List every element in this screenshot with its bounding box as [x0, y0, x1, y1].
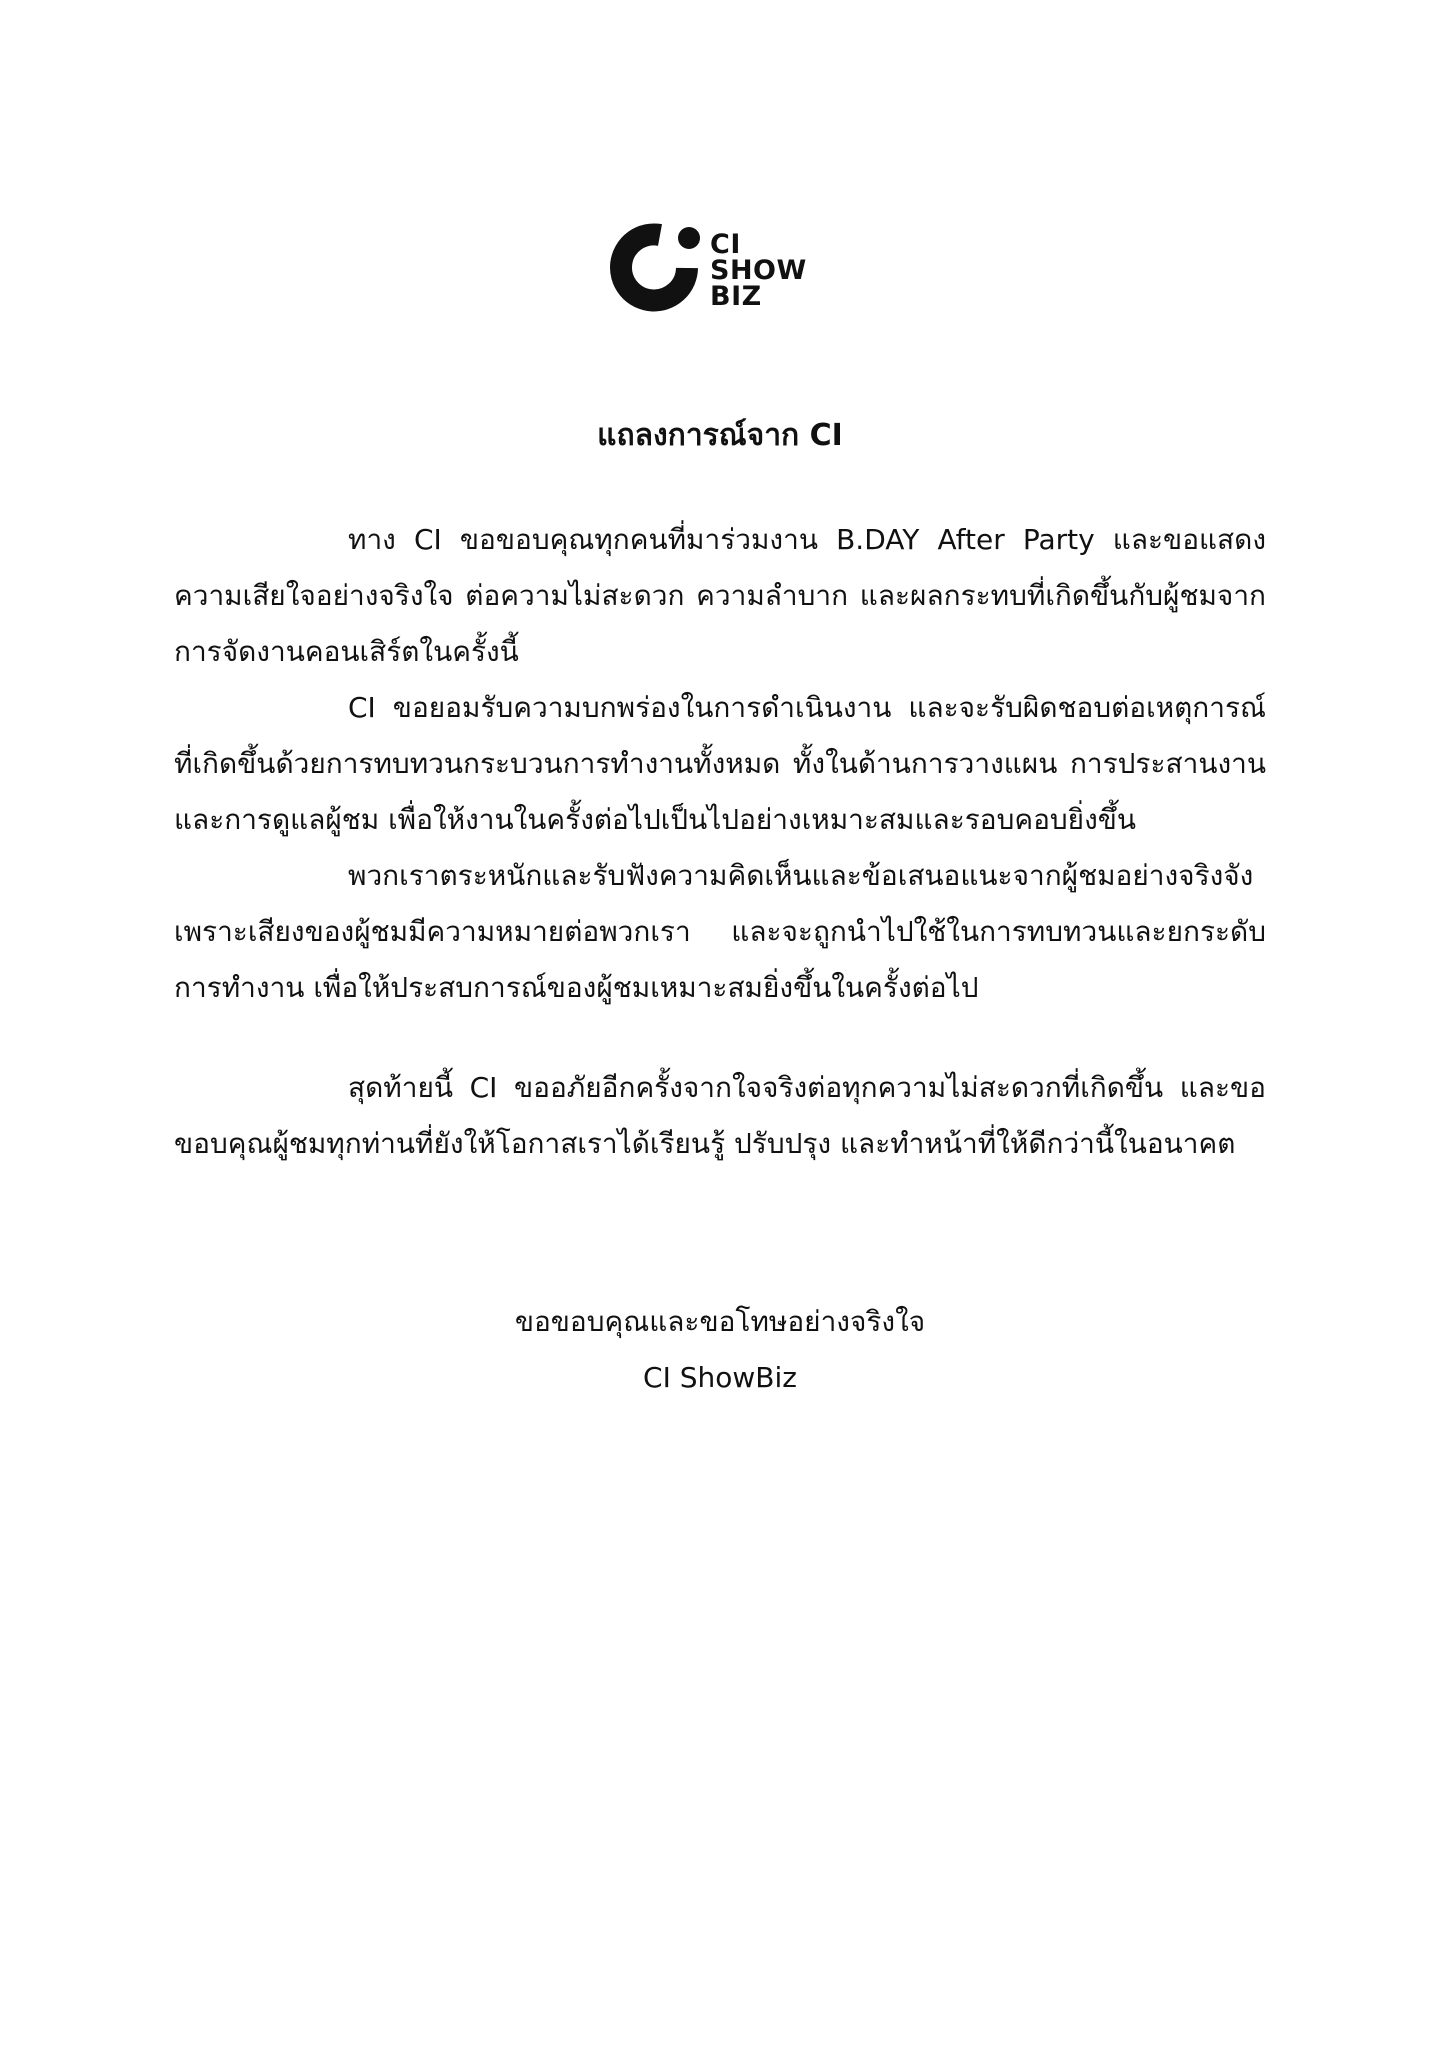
- logo-wordmark-show: SHOW: [710, 255, 807, 286]
- paragraph-feedback: พวกเราตระหนักและรับฟังความคิดเห็นและข้อเสนอแนะจากผู้ชมอย่างจริงจัง เพราะเสียงของผู้ชมมีความหมายต่อพวกเรา และจะถูกนำไปใช้ในการทบทวนและยกระดับการทำงาน เพื่อให้ประสบการณ์ของผู้ชมเหมาะสมยิ่งขึ้นในครั้งต่อไป: [174, 859, 1266, 1004]
- logo-wordmark-ci: CI: [710, 229, 741, 260]
- signature: CI ShowBiz: [643, 1361, 797, 1394]
- closing-block: [0, 1294, 1440, 1406]
- paragraph-thanks: ทาง CI ขอขอบคุณทุกคนที่มาร่วมงาน B.DAY After Party และขอแสดงความเสียใจอย่างจริงใจ ต่อความไม่สะดวก ความลำบาก และผลกระทบที่เกิดขึ้นกับผู้ชมจากการจัดงานคอนเสิร์ตในครั้งนี้: [174, 523, 1266, 668]
- paragraph-accountability: CI ขอยอมรับความบกพร่องในการดำเนินงาน และจะรับผิดชอบต่อเหตุการณ์ที่เกิดขึ้นด้วยการทบทวนกระบวนการทำงานทั้งหมด ทั้งในด้านการวางแผน การประสานงาน และการดูแลผู้ชม เพื่อให้งานในครั้งต่อไปเป็นไปอย่างเหมาะสมและรอบคอบยิ่งขึ้น: [174, 691, 1266, 836]
- ci-logo-mark-icon: [606, 214, 706, 314]
- paragraph-apology: สุดท้ายนี้ CI ขออภัยอีกครั้งจากใจจริงต่อทุกความไม่สะดวกที่เกิดขึ้น และขอขอบคุณผู้ชมทุกท่านที่ยังให้โอกาสเราได้เรียนรู้ ปรับปรุง และทำหน้าที่ให้ดีกว่านี้ในอนาคต: [174, 1071, 1266, 1160]
- statement-title: แถลงการณ์จาก CI: [597, 418, 843, 453]
- ci-showbiz-logo: [606, 214, 826, 314]
- closing-line: ขอขอบคุณและขอโทษอย่างจริงใจ: [514, 1305, 926, 1338]
- logo-wordmark: [710, 229, 807, 312]
- statement-body: [174, 512, 1266, 1172]
- logo-wordmark-biz: BIZ: [710, 281, 762, 312]
